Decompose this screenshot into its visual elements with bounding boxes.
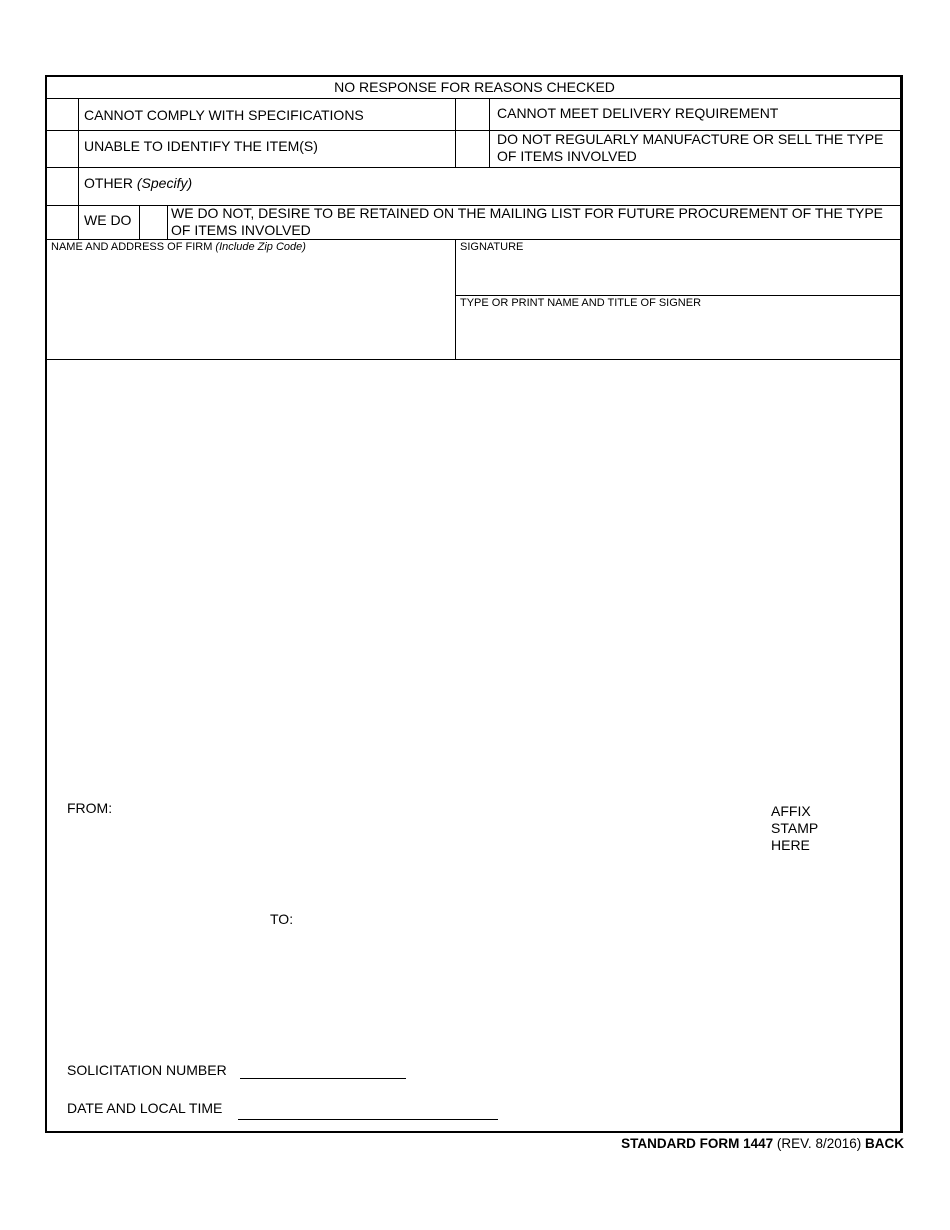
form-name: STANDARD FORM 1447 <box>621 1136 774 1151</box>
rule <box>455 239 456 359</box>
label-we-do-not: WE DO NOT, DESIRE TO BE RETAINED ON THE MAILING LIST FOR FUTURE PROCUREMENT OF THE TYPE OF ITEMS INVOLVED <box>171 205 884 238</box>
solicitation-underline <box>240 1078 406 1079</box>
other-label-text: OTHER <box>84 175 133 191</box>
stamp-box <box>771 803 871 854</box>
checkbox-unable-identify[interactable] <box>47 131 77 166</box>
label-do-not-manufacture: DO NOT REGULARLY MANUFACTURE OR SELL THE TYPE OF ITEMS INVOLVED <box>497 131 884 164</box>
label-we-do: WE DO <box>84 212 132 228</box>
label-signature: SIGNATURE <box>460 241 524 253</box>
rule <box>78 98 79 239</box>
rule <box>46 239 903 240</box>
form-footer <box>500 1135 904 1152</box>
date-local-time-input[interactable] <box>239 1098 500 1120</box>
checkbox-do-not-manufacture[interactable] <box>456 131 488 166</box>
rule <box>46 359 903 360</box>
other-specify-hint: (Specify) <box>136 175 193 191</box>
solicitation-number-input[interactable] <box>241 1058 409 1080</box>
rule <box>455 295 903 296</box>
label-solicitation-number: SOLICITATION NUMBER <box>67 1062 227 1078</box>
label-name-address <box>51 241 451 254</box>
label-to: TO: <box>270 911 294 927</box>
other-specify-input[interactable] <box>200 172 899 200</box>
checkbox-cannot-comply[interactable] <box>47 99 77 129</box>
rule <box>167 205 168 239</box>
checkbox-we-do[interactable] <box>140 206 166 238</box>
rule <box>489 98 490 167</box>
label-cannot-meet-delivery: CANNOT MEET DELIVERY REQUIREMENT <box>497 105 779 121</box>
name-address-input[interactable] <box>50 256 454 358</box>
checkbox-cannot-meet-delivery[interactable] <box>456 99 488 129</box>
date-underline <box>238 1119 498 1120</box>
stamp-line: STAMP <box>771 820 819 836</box>
label-date-local-time: DATE AND LOCAL TIME <box>67 1100 223 1116</box>
label-from: FROM: <box>67 800 113 816</box>
stamp-line: AFFIX <box>771 803 811 819</box>
form-side: BACK <box>865 1136 904 1151</box>
rule <box>46 167 903 168</box>
name-address-text: NAME AND ADDRESS OF FIRM <box>51 241 213 253</box>
signature-input[interactable] <box>460 257 902 293</box>
stamp-line: HERE <box>771 837 810 853</box>
section-title: NO RESPONSE FOR REASONS CHECKED <box>334 79 615 95</box>
label-unable-identify: UNABLE TO IDENTIFY THE ITEM(S) <box>84 138 318 154</box>
checkbox-mailing-blank[interactable] <box>47 206 77 238</box>
label-signer: TYPE OR PRINT NAME AND TITLE OF SIGNER <box>460 297 702 309</box>
signer-input[interactable] <box>460 314 902 356</box>
label-cannot-comply: CANNOT COMPLY WITH SPECIFICATIONS <box>84 107 364 123</box>
name-address-hint: (Include Zip Code) <box>215 241 306 253</box>
checkbox-other[interactable] <box>47 168 77 204</box>
form-revision: (REV. 8/2016) <box>776 1136 862 1151</box>
